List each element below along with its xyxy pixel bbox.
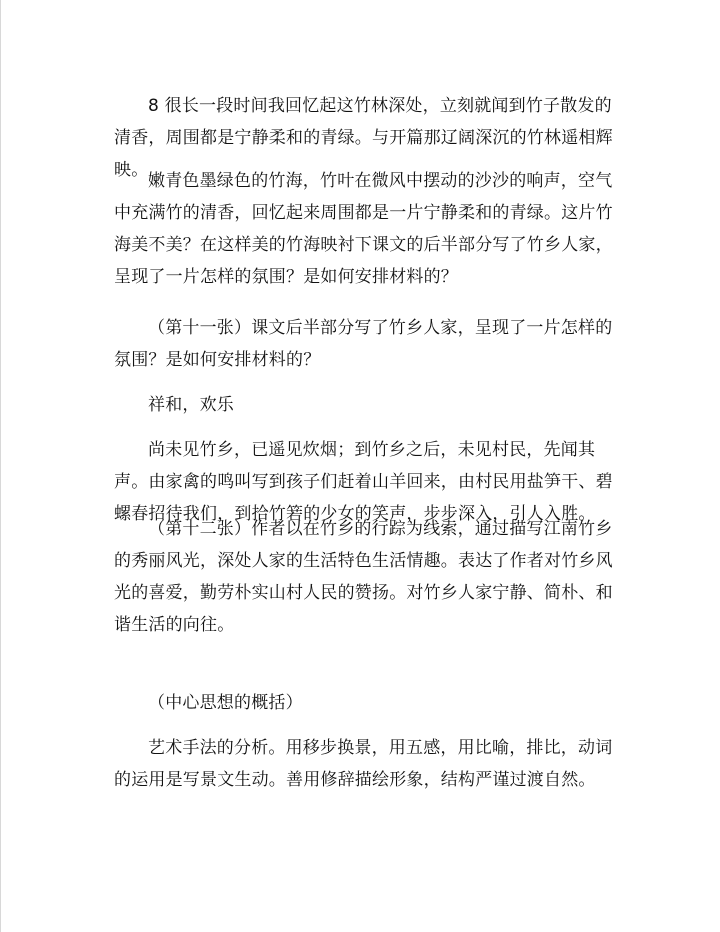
paragraph-8: 艺术手法的分析。用移步换景，用五感，用比喻，排比，动词的运用是写景文生动。善用修辞描绘形象，结构严谨过渡自然。 xyxy=(114,738,613,790)
paragraph-6: （第十二张）作者以在竹乡的行踪为线索，通过描写江南竹乡的秀丽风光，深处人家的生活特色生活情趣。表达了作者对竹乡风光的喜爱，勤劳朴实山村人民的赞扬。对竹乡人家宁静、简朴、和谐生活的向往。 xyxy=(114,519,613,635)
paragraph-5: 尚未见竹乡，已遥见炊烟；到竹乡之后，未见村民，先闻其声。由家禽的鸣叫写到孩子们赶着山羊回来，由村民用盐笋干、碧螺春招待我们，到拾竹箬的少女的笑声，步步深入，引人入胜。 xyxy=(114,440,613,524)
paragraph-7: （中心思想的概括） xyxy=(148,693,303,713)
paragraph-3: （第十一张）课文后半部分写了竹乡人家，呈现了一片怎样的氛围？是如何安排材料的？ xyxy=(114,318,613,370)
paragraph-4: 祥和，欢乐 xyxy=(148,395,234,415)
paragraph-1: 8 很长一段时间我回忆起这竹林深处，立刻就闻到竹子散发的清香，周围都是宁静柔和的青绿。与开篇那辽阔深沉的竹林遥相辉映。 xyxy=(114,96,613,180)
paragraph-2: 嫩青色墨绿色的竹海，竹叶在微风中摆动的沙沙的响声，空气中充满竹的清香，回忆起来周围都是一片宁静柔和的青绿。这片竹海美不美？在这样美的竹海映衬下课文的后半部分写了竹乡人家，呈现了一片怎样的氛围？是如何安排材料的？ xyxy=(114,171,613,287)
